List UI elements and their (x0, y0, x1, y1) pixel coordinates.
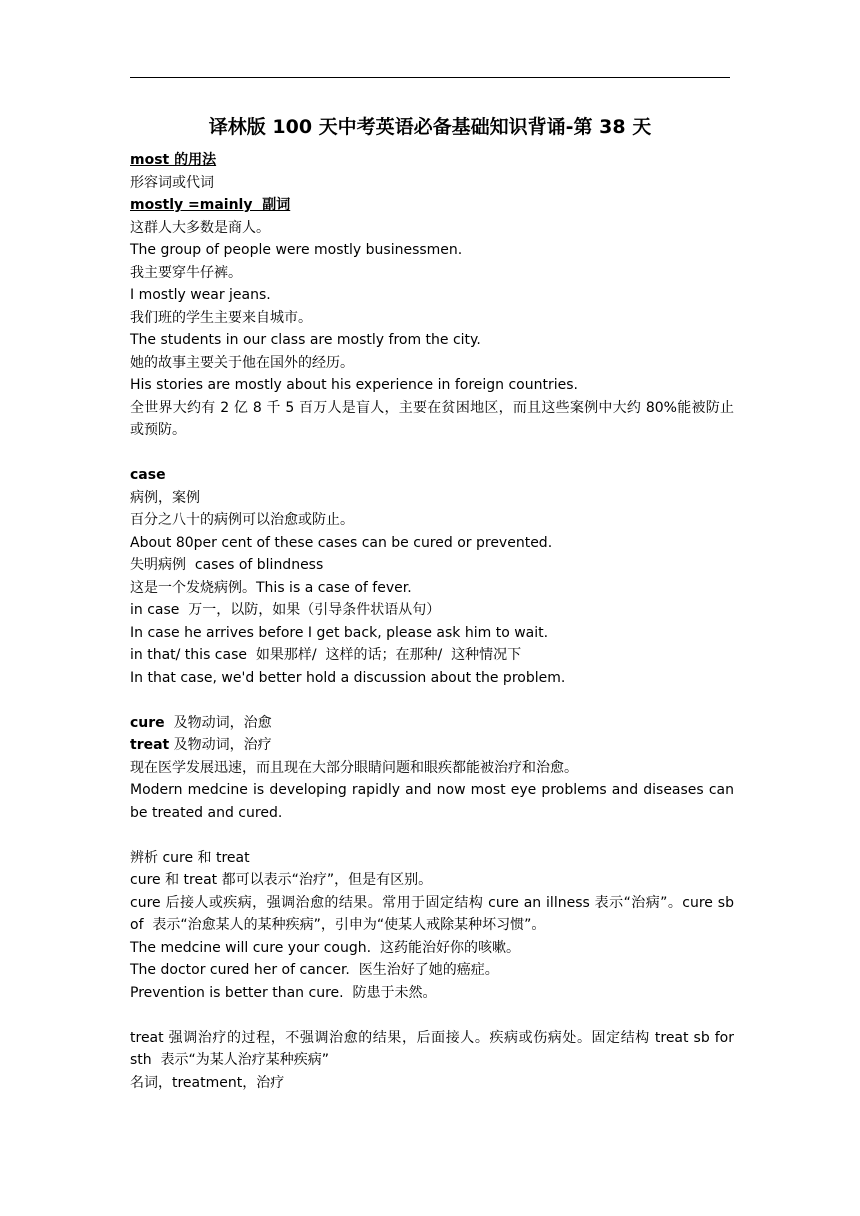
header-rule (130, 77, 730, 78)
blank-line (130, 1004, 734, 1027)
text-line: His stories are mostly about his experience in foreign countries. (130, 377, 578, 393)
text-line: mostly =mainly 副词 (130, 197, 291, 213)
text-line: 这群人大多数是商人。 (130, 219, 270, 236)
cure-definition: 及物动词，治愈 (164, 714, 272, 731)
text-line: in case 万一，以防，如果（引导条件状语从句） (130, 602, 441, 618)
text-line: 现在医学发展迅速，而且现在大部分眼睛问题和眼疾都能被治疗和治愈。 (130, 759, 578, 776)
section-most-case (130, 149, 734, 712)
text-line: cure 和 treat 都可以表示“治疗”，但是有区别。 (130, 872, 433, 888)
text-line: treat 强调治疗的过程，不强调治愈的结果，后面接人。疾病或伤病处。固定结构 treat sb for sth 表示“为某人治疗某种疾病” (130, 1029, 739, 1068)
section-cure-treat (130, 757, 739, 1095)
treat-heading-line (130, 734, 734, 757)
text-line: 失明病例 cases of blindness (130, 557, 324, 573)
text-line: About 80per cent of these cases can be cured or prevented. (130, 534, 553, 551)
blank-line (130, 824, 734, 847)
cure-word: cure (130, 714, 165, 731)
text-line: Prevention is better than cure. 防患于未然。 (130, 984, 437, 1001)
text-line: Modern medcine is developing rapidly and now most eye problems and diseases can be treated and cured. (130, 782, 739, 821)
text-line: In case he arrives before I get back, please ask him to wait. (130, 624, 549, 641)
text-line: 百分之八十的病例可以治愈或防止。 (130, 512, 354, 528)
text-line: case (130, 467, 166, 483)
text-line: The medcine will cure your cough. 这药能治好你的咳嗽。 (130, 939, 520, 956)
text-line: cure 后接人或疾病，强调治愈的结果。常用于固定结构 cure an illness 表示“治病”。cure sb of 表示“治愈某人的某种疾病”，引申为“使某人戒除某种坏习惯”。 (130, 894, 739, 933)
text-line: The doctor cured her of cancer. 医生治好了她的癌症。 (130, 962, 499, 978)
text-line: 病例，案例 (130, 489, 200, 506)
text-line: 全世界大约有 2 亿 8 千 5 百万人是盲人，主要在贫困地区，而且这些案例中大约 80%能被防止或预防。 (130, 399, 734, 438)
document-body (130, 149, 739, 1094)
text-line: 我主要穿牛仔裤。 (130, 264, 242, 281)
blank-line (130, 689, 734, 712)
text-line: in that/ this case 如果那样/ 这样的话；在那种/ 这种情况下 (130, 647, 522, 663)
text-line: 辨析 cure 和 treat (130, 849, 250, 866)
text-line: 我们班的学生主要来自城市。 (130, 309, 312, 326)
treat-definition: 及物动词，治疗 (169, 737, 272, 753)
text-line: 名词，treatment，治疗 (130, 1074, 285, 1091)
page-title: 译林版 100 天中考英语必备基础知识背诵-第 38 天 (208, 116, 652, 138)
treat-word: treat (130, 737, 170, 753)
text-line: 这是一个发烧病例。This is a case of fever. (130, 579, 412, 596)
text-line: The students in our class are mostly from the city. (130, 332, 481, 348)
blank-line (130, 442, 734, 465)
cure-heading-line (130, 712, 734, 735)
text-line: 形容词或代词 (130, 174, 214, 191)
text-line: most 的用法 (130, 152, 217, 168)
text-line: 她的故事主要关于他在国外的经历。 (130, 354, 354, 371)
text-line: I mostly wear jeans. (130, 287, 271, 303)
text-line: In that case, we'd better hold a discussion about the problem. (130, 669, 566, 686)
text-line: The group of people were mostly businessmen. (130, 242, 463, 258)
